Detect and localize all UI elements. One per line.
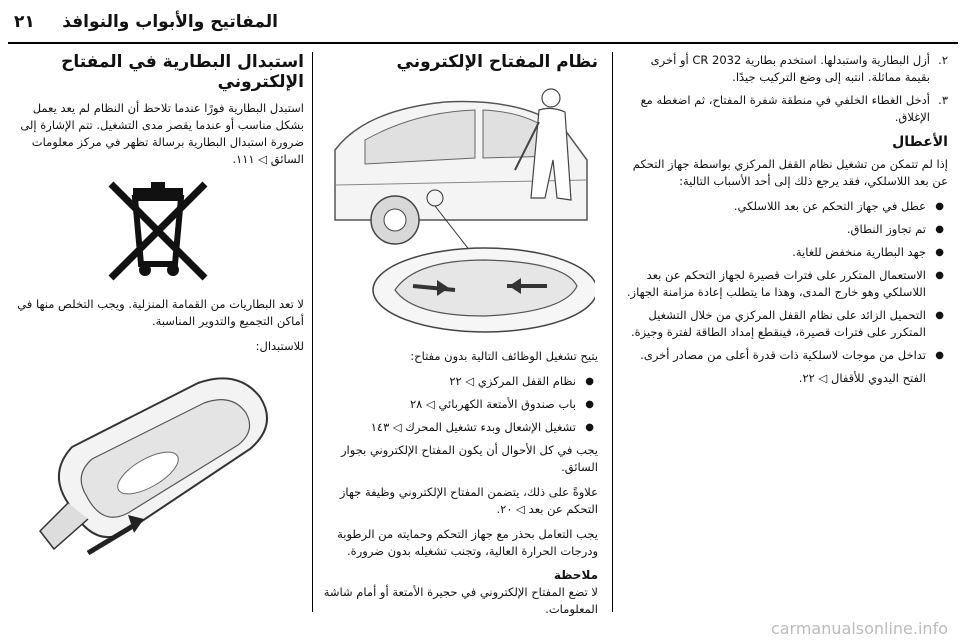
disposal-text: لا تعد البطاريات من القمامة المنزلية. ويجب التخلص منها في أماكن التجميع والتدوير المناسبة. — [17, 297, 304, 328]
step-item: ٣. أدخل الغطاء الخلفي في منطقة شفرة المفتاح، ثم اضغطه مع الإغلاق. — [640, 93, 948, 124]
faults-intro: إذا لم تتمكن من تشغيل نظام القفل المركزي بواسطة جهاز التحكم عن بعد اللاسلكي، فقد يرجع ذلك إلى أحد الأسباب التالية: — [632, 157, 948, 188]
feature-item[interactable]: ● تشغيل الإشعال وبدء تشغيل المحرك ◁ ١٤٣ — [322, 419, 598, 436]
weee-bin-icon — [103, 176, 213, 286]
fault-item: ● تم تجاوز النطاق. — [624, 221, 948, 238]
door-handle-illustration — [325, 80, 595, 338]
feature-item[interactable]: ● نظام القفل المركزي ◁ ٢٢ — [322, 373, 598, 390]
column-divider-right — [612, 52, 613, 612]
step-item: ٢. أزل البطارية واستبدلها. استخدم بطارية CR 2032 أو أخرى بقيمة مماثلة. انتبه إلى وضع التركيب جيدًا. — [650, 53, 948, 84]
note-heading: ملاحظة — [553, 568, 598, 582]
feature-item[interactable]: ● باب صندوق الأمتعة الكهربائي ◁ ٢٨ — [322, 396, 598, 413]
key-near-driver-text: يجب في كل الأحوال أن يكون المفتاح الإلكتروني بجوار السائق. — [341, 443, 598, 474]
replacement-intro: للاستبدال: — [255, 339, 304, 353]
remote-function-text: علاوةً على ذلك، يتضمن المفتاح الإلكتروني وظيفة جهاز التحكم عن بعد ◁ ٢٠. — [339, 485, 598, 516]
header-rule — [8, 42, 958, 44]
battery-replacement-text: استبدل البطارية فورًا عندما تلاحظ أن النظام لم يعد يعمل بشكل مناسب أو عندما يقصر مدى التشغيل. تتم الإشارة إلى ضرورة استبدال البطارية برسالة تظهر في مركز معلومات السائق ◁ ١١١. — [20, 101, 304, 166]
electronic-key-heading: نظام المفتاح الإلكتروني — [396, 52, 598, 72]
watermark: carmanualsonline.info — [770, 619, 948, 638]
features-list — [322, 373, 598, 436]
note-text: لا تضع المفتاح الإلكتروني في حجيرة الأمتعة أو أمام شاشة المعلومات. — [323, 585, 598, 616]
fault-item: ● الاستعمال المتكرر على فترات قصيرة لجهاز التحكم عن بعد اللاسلكي وهو خارج المدى، وهذا ما يتطلب إعادة مزامنة الجهاز. — [624, 267, 948, 301]
faults-list — [624, 198, 948, 364]
page-header — [0, 0, 960, 44]
key-fob-illustration — [28, 363, 288, 583]
battery-steps-list — [624, 52, 948, 126]
page-title: المفاتيح والأبواب والنوافذ — [62, 12, 278, 32]
column-divider-left — [312, 52, 313, 612]
car-door-handle-image — [325, 80, 595, 338]
fault-item: ● جهد البطارية منخفض للغاية. — [624, 244, 948, 261]
fault-item: ● التحميل الزائد على نظام القفل المركزي من خلال التشغيل المتكرر على فترات قصيرة، فينقطع إمداد الطاقة لفترة وجيزة. — [624, 307, 948, 341]
fault-item: ● عطل في جهاز التحكم عن بعد اللاسلكي. — [624, 198, 948, 215]
faults-heading: الأعطال — [892, 134, 948, 150]
page-number: ٢١ — [14, 12, 35, 32]
right-column — [624, 52, 948, 612]
features-intro: يتيح تشغيل الوظائف التالية بدون مفتاح: — [410, 349, 598, 363]
battery-replacement-heading: استبدال البطارية في المفتاح الإلكتروني — [61, 52, 304, 92]
fault-item: ● تداخل من موجات لاسلكية ذات قدرة أعلى من مصادر أخرى. — [624, 347, 948, 364]
middle-column — [322, 52, 598, 616]
manual-unlock-reference[interactable]: الفتح اليدوي للأقفال ◁ ٢٢. — [798, 371, 926, 385]
left-column — [12, 52, 304, 612]
handling-text: يجب التعامل بحذر مع جهاز التحكم وحمايته من الرطوبة ودرجات الحرارة العالية، وتجنب تشغيله بدون ضرورة. — [337, 527, 598, 558]
